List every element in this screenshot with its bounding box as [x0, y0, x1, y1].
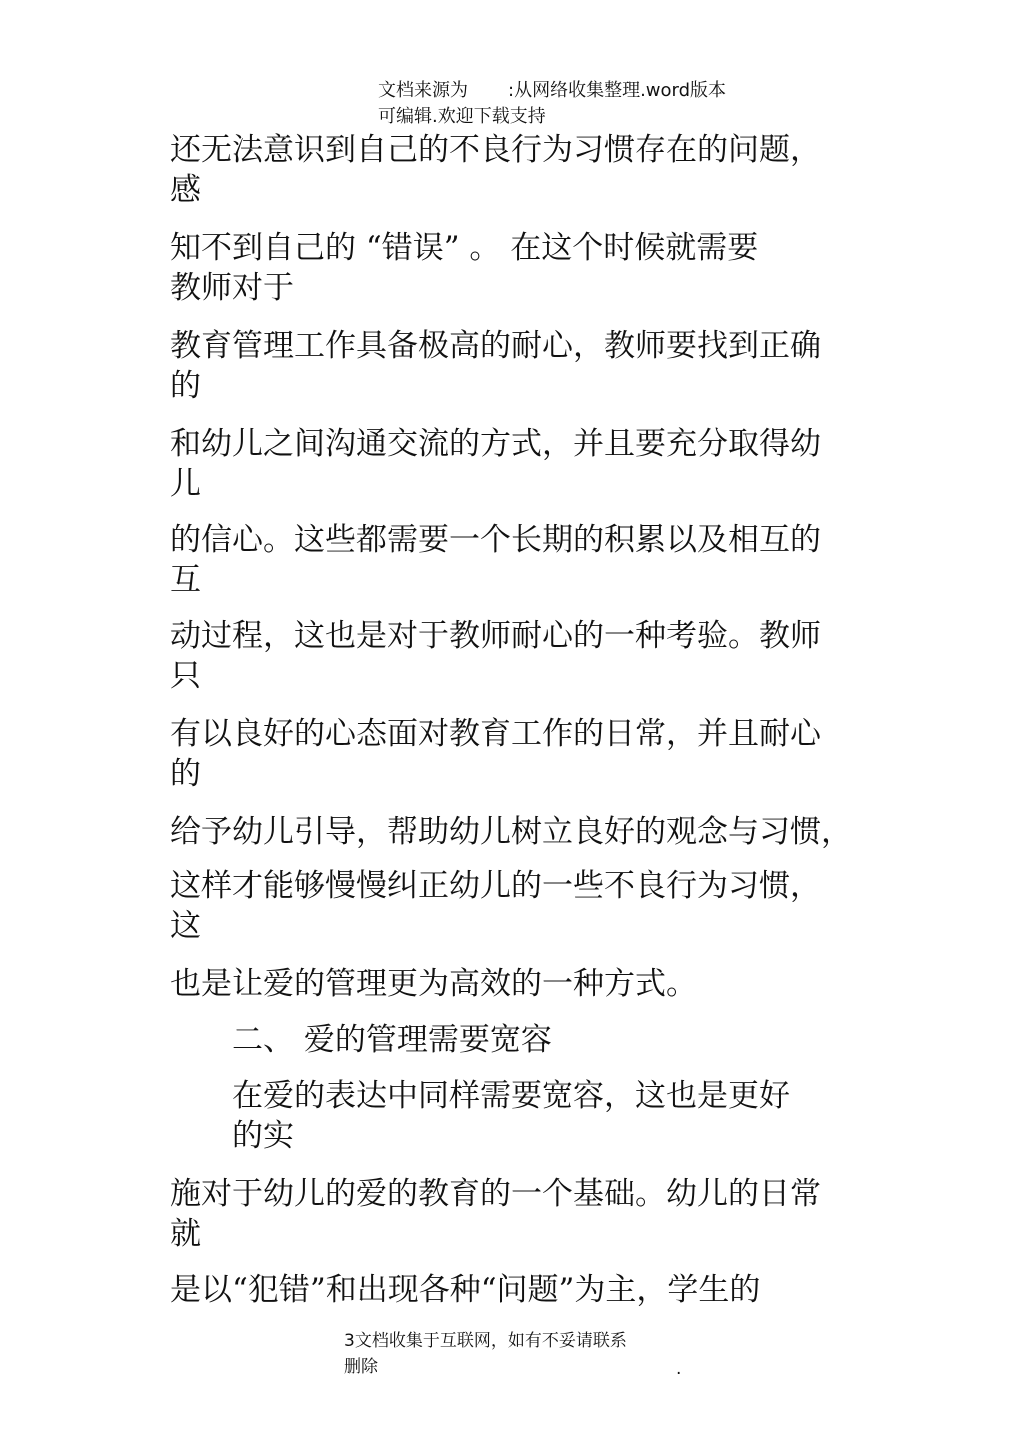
- header-source-line: [378, 78, 726, 104]
- body-line: 给予幼儿引导，帮助幼儿树立良好的观念与习惯，: [170, 814, 852, 850]
- body-line: 的: [170, 368, 201, 404]
- body-line: 也是让爱的管理更为高效的一种方式。: [170, 966, 697, 1002]
- page-header: [378, 78, 726, 130]
- body-line: 儿: [170, 466, 201, 502]
- body-line: 这样才能够慢慢纠正幼儿的一些不良行为习惯，: [170, 868, 821, 904]
- section-heading: 二、 爱的管理需要宽容: [232, 1022, 552, 1058]
- body-line: 这: [170, 908, 201, 944]
- body-line: 有以良好的心态面对教育工作的日常，并且耐心: [170, 716, 821, 752]
- body-line: 教育管理工作具备极高的耐心，教师要找到正确: [170, 328, 821, 364]
- header-source-prefix: 文档来源为: [378, 80, 468, 101]
- body-line: 的: [170, 756, 201, 792]
- body-line: 互: [170, 562, 201, 598]
- body-line: 动过程，这也是对于教师耐心的一种考验。教师: [170, 618, 821, 654]
- body-line: 是以“犯错”和出现各种“问题”为主，学生的: [170, 1272, 761, 1308]
- body-line: 在爱的表达中同样需要宽容，这也是更好: [232, 1078, 790, 1114]
- body-line: 的信心。这些都需要一个长期的积累以及相互的: [170, 522, 821, 558]
- body-line: 还无法意识到自己的不良行为习惯存在的问题，: [170, 132, 821, 168]
- body-line: 感: [170, 172, 201, 208]
- footer-dot: .: [676, 1359, 682, 1379]
- body-line: 和幼儿之间沟通交流的方式，并且要充分取得幼: [170, 426, 821, 462]
- body-line: 只: [170, 658, 201, 694]
- footer-delete: 删除: [344, 1357, 378, 1377]
- header-edit-line: 可编辑.欢迎下载支持: [378, 106, 546, 127]
- body-line: 的实: [232, 1118, 294, 1154]
- footer-note: 3文档收集于互联网，如有不妥请联系: [344, 1331, 627, 1351]
- body-line: 教师对于: [170, 270, 294, 306]
- body-line: 就: [170, 1216, 201, 1252]
- body-line: 知不到自己的 “错误” 。 在这个时候就需要: [170, 230, 759, 266]
- body-line: 施对于幼儿的爱的教育的一个基础。幼儿的日常: [170, 1176, 821, 1212]
- header-source-suffix: :从网络收集整理.word版本: [508, 80, 727, 101]
